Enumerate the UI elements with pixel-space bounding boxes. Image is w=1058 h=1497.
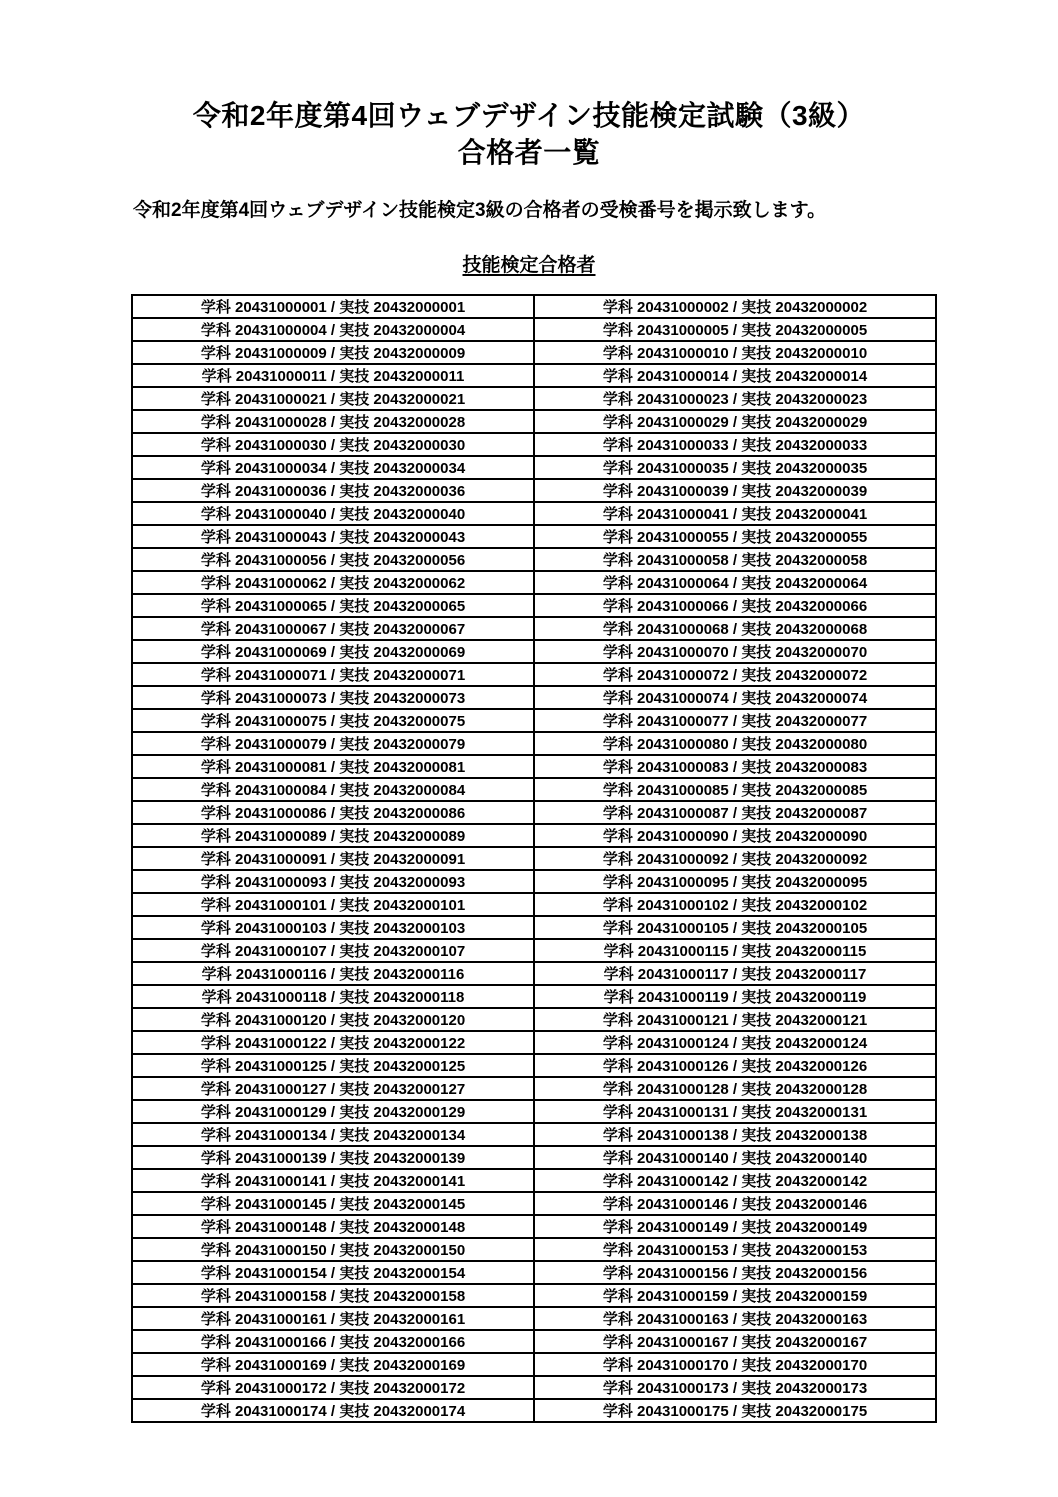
intro-text: 令和2年度第4回ウェブデザイン技能検定3級の合格者の受検番号を掲示致します。: [133, 200, 827, 221]
result-cell-left: 学科 20431000134 / 実技 20432000134: [132, 1123, 534, 1146]
result-cell-right: 学科 20431000117 / 実技 20432000117: [534, 962, 936, 985]
table-row: [132, 686, 936, 709]
result-cell-left: 学科 20431000062 / 実技 20432000062: [132, 571, 534, 594]
result-cell-left: 学科 20431000174 / 実技 20432000174: [132, 1399, 534, 1422]
table-row: [132, 456, 936, 479]
result-cell-right: 学科 20431000005 / 実技 20432000005: [534, 318, 936, 341]
result-cell-right: 学科 20431000102 / 実技 20432000102: [534, 893, 936, 916]
result-cell-right: 学科 20431000142 / 実技 20432000142: [534, 1169, 936, 1192]
result-cell-left: 学科 20431000040 / 実技 20432000040: [132, 502, 534, 525]
passers-table-wrapper: [131, 294, 1058, 1423]
result-cell-right: 学科 20431000173 / 実技 20432000173: [534, 1376, 936, 1399]
result-cell-left: 学科 20431000089 / 実技 20432000089: [132, 824, 534, 847]
table-row: [132, 617, 936, 640]
table-row: [132, 962, 936, 985]
table-row: [132, 1192, 936, 1215]
result-cell-right: 学科 20431000033 / 実技 20432000033: [534, 433, 936, 456]
result-cell-right: 学科 20431000090 / 実技 20432000090: [534, 824, 936, 847]
table-row: [132, 1261, 936, 1284]
result-cell-right: 学科 20431000119 / 実技 20432000119: [534, 985, 936, 1008]
result-cell-right: 学科 20431000014 / 実技 20432000014: [534, 364, 936, 387]
table-row: [132, 479, 936, 502]
result-cell-left: 学科 20431000065 / 実技 20432000065: [132, 594, 534, 617]
result-cell-right: 学科 20431000066 / 実技 20432000066: [534, 594, 936, 617]
table-row: [132, 640, 936, 663]
table-row: [132, 1054, 936, 1077]
result-cell-right: 学科 20431000068 / 実技 20432000068: [534, 617, 936, 640]
result-cell-right: 学科 20431000039 / 実技 20432000039: [534, 479, 936, 502]
result-cell-right: 学科 20431000105 / 実技 20432000105: [534, 916, 936, 939]
result-cell-right: 学科 20431000163 / 実技 20432000163: [534, 1307, 936, 1330]
result-cell-left: 学科 20431000107 / 実技 20432000107: [132, 939, 534, 962]
result-cell-left: 学科 20431000028 / 実技 20432000028: [132, 410, 534, 433]
table-row: [132, 732, 936, 755]
result-cell-right: 学科 20431000121 / 実技 20432000121: [534, 1008, 936, 1031]
result-cell-left: 学科 20431000122 / 実技 20432000122: [132, 1031, 534, 1054]
table-row: [132, 410, 936, 433]
result-cell-right: 学科 20431000149 / 実技 20432000149: [534, 1215, 936, 1238]
table-row: [132, 571, 936, 594]
table-row: [132, 1284, 936, 1307]
result-cell-right: 学科 20431000124 / 実技 20432000124: [534, 1031, 936, 1054]
table-row: [132, 548, 936, 571]
result-cell-right: 学科 20431000131 / 実技 20432000131: [534, 1100, 936, 1123]
result-cell-left: 学科 20431000091 / 実技 20432000091: [132, 847, 534, 870]
table-row: [132, 295, 936, 318]
result-cell-right: 学科 20431000035 / 実技 20432000035: [534, 456, 936, 479]
result-cell-left: 学科 20431000141 / 実技 20432000141: [132, 1169, 534, 1192]
table-row: [132, 1100, 936, 1123]
result-cell-left: 学科 20431000120 / 実技 20432000120: [132, 1008, 534, 1031]
section-heading: 技能検定合格者: [462, 255, 596, 276]
table-row: [132, 663, 936, 686]
result-cell-left: 学科 20431000069 / 実技 20432000069: [132, 640, 534, 663]
result-cell-left: 学科 20431000103 / 実技 20432000103: [132, 916, 534, 939]
result-cell-left: 学科 20431000125 / 実技 20432000125: [132, 1054, 534, 1077]
result-cell-left: 学科 20431000086 / 実技 20432000086: [132, 801, 534, 824]
result-cell-left: 学科 20431000073 / 実技 20432000073: [132, 686, 534, 709]
result-cell-left: 学科 20431000127 / 実技 20432000127: [132, 1077, 534, 1100]
result-cell-left: 学科 20431000071 / 実技 20432000071: [132, 663, 534, 686]
result-cell-left: 学科 20431000030 / 実技 20432000030: [132, 433, 534, 456]
table-row: [132, 1215, 936, 1238]
result-cell-right: 学科 20431000092 / 実技 20432000092: [534, 847, 936, 870]
result-cell-right: 学科 20431000115 / 実技 20432000115: [534, 939, 936, 962]
table-row: [132, 1330, 936, 1353]
table-row: [132, 502, 936, 525]
table-row: [132, 1307, 936, 1330]
passers-table: [131, 294, 937, 1423]
result-cell-right: 学科 20431000159 / 実技 20432000159: [534, 1284, 936, 1307]
result-cell-right: 学科 20431000058 / 実技 20432000058: [534, 548, 936, 571]
result-cell-right: 学科 20431000167 / 実技 20432000167: [534, 1330, 936, 1353]
result-cell-left: 学科 20431000101 / 実技 20432000101: [132, 893, 534, 916]
result-cell-left: 学科 20431000148 / 実技 20432000148: [132, 1215, 534, 1238]
table-row: [132, 1077, 936, 1100]
result-cell-right: 学科 20431000072 / 実技 20432000072: [534, 663, 936, 686]
result-cell-left: 学科 20431000166 / 実技 20432000166: [132, 1330, 534, 1353]
result-cell-left: 学科 20431000034 / 実技 20432000034: [132, 456, 534, 479]
result-cell-left: 学科 20431000036 / 実技 20432000036: [132, 479, 534, 502]
table-row: [132, 1399, 936, 1422]
result-cell-left: 学科 20431000075 / 実技 20432000075: [132, 709, 534, 732]
table-row: [132, 847, 936, 870]
result-cell-right: 学科 20431000010 / 実技 20432000010: [534, 341, 936, 364]
result-cell-right: 学科 20431000070 / 実技 20432000070: [534, 640, 936, 663]
result-cell-left: 学科 20431000043 / 実技 20432000043: [132, 525, 534, 548]
result-cell-left: 学科 20431000004 / 実技 20432000004: [132, 318, 534, 341]
result-cell-right: 学科 20431000041 / 実技 20432000041: [534, 502, 936, 525]
table-row: [132, 341, 936, 364]
table-row: [132, 709, 936, 732]
table-row: [132, 594, 936, 617]
result-cell-left: 学科 20431000172 / 実技 20432000172: [132, 1376, 534, 1399]
result-cell-right: 学科 20431000140 / 実技 20432000140: [534, 1146, 936, 1169]
result-cell-right: 学科 20431000126 / 実技 20432000126: [534, 1054, 936, 1077]
result-cell-right: 学科 20431000002 / 実技 20432000002: [534, 295, 936, 318]
result-cell-left: 学科 20431000129 / 実技 20432000129: [132, 1100, 534, 1123]
table-row: [132, 778, 936, 801]
result-cell-left: 学科 20431000093 / 実技 20432000093: [132, 870, 534, 893]
table-row: [132, 916, 936, 939]
result-cell-left: 学科 20431000139 / 実技 20432000139: [132, 1146, 534, 1169]
result-cell-left: 学科 20431000158 / 実技 20432000158: [132, 1284, 534, 1307]
result-cell-left: 学科 20431000001 / 実技 20432000001: [132, 295, 534, 318]
result-cell-right: 学科 20431000170 / 実技 20432000170: [534, 1353, 936, 1376]
result-cell-left: 学科 20431000084 / 実技 20432000084: [132, 778, 534, 801]
table-row: [132, 824, 936, 847]
result-cell-right: 学科 20431000128 / 実技 20432000128: [534, 1077, 936, 1100]
result-cell-left: 学科 20431000118 / 実技 20432000118: [132, 985, 534, 1008]
table-row: [132, 985, 936, 1008]
result-cell-right: 学科 20431000138 / 実技 20432000138: [534, 1123, 936, 1146]
result-cell-left: 学科 20431000067 / 実技 20432000067: [132, 617, 534, 640]
result-cell-right: 学科 20431000153 / 実技 20432000153: [534, 1238, 936, 1261]
table-row: [132, 893, 936, 916]
result-cell-left: 学科 20431000081 / 実技 20432000081: [132, 755, 534, 778]
table-row: [132, 1146, 936, 1169]
table-row: [132, 1123, 936, 1146]
result-cell-right: 学科 20431000085 / 実技 20432000085: [534, 778, 936, 801]
result-cell-right: 学科 20431000083 / 実技 20432000083: [534, 755, 936, 778]
table-row: [132, 433, 936, 456]
result-cell-left: 学科 20431000021 / 実技 20432000021: [132, 387, 534, 410]
result-cell-right: 学科 20431000080 / 実技 20432000080: [534, 732, 936, 755]
table-row: [132, 1031, 936, 1054]
table-row: [132, 755, 936, 778]
result-cell-right: 学科 20431000055 / 実技 20432000055: [534, 525, 936, 548]
result-cell-right: 学科 20431000029 / 実技 20432000029: [534, 410, 936, 433]
table-row: [132, 1353, 936, 1376]
table-row: [132, 1238, 936, 1261]
page-title-line2: 合格者一覧: [457, 137, 601, 168]
result-cell-right: 学科 20431000095 / 実技 20432000095: [534, 870, 936, 893]
result-cell-left: 学科 20431000145 / 実技 20432000145: [132, 1192, 534, 1215]
result-cell-left: 学科 20431000150 / 実技 20432000150: [132, 1238, 534, 1261]
result-cell-left: 学科 20431000169 / 実技 20432000169: [132, 1353, 534, 1376]
result-cell-right: 学科 20431000156 / 実技 20432000156: [534, 1261, 936, 1284]
result-cell-right: 学科 20431000077 / 実技 20432000077: [534, 709, 936, 732]
table-row: [132, 525, 936, 548]
result-cell-left: 学科 20431000056 / 実技 20432000056: [132, 548, 534, 571]
result-cell-left: 学科 20431000079 / 実技 20432000079: [132, 732, 534, 755]
table-row: [132, 1008, 936, 1031]
result-cell-left: 学科 20431000161 / 実技 20432000161: [132, 1307, 534, 1330]
passers-table-body: [132, 295, 936, 1422]
page-title: [0, 0, 1058, 171]
table-row: [132, 801, 936, 824]
result-cell-right: 学科 20431000146 / 実技 20432000146: [534, 1192, 936, 1215]
result-cell-left: 学科 20431000116 / 実技 20432000116: [132, 962, 534, 985]
result-cell-left: 学科 20431000154 / 実技 20432000154: [132, 1261, 534, 1284]
table-row: [132, 364, 936, 387]
table-row: [132, 870, 936, 893]
result-cell-left: 学科 20431000009 / 実技 20432000009: [132, 341, 534, 364]
page-title-line1: 令和2年度第4回ウェブデザイン技能検定試験（3級）: [192, 100, 866, 131]
table-row: [132, 1376, 936, 1399]
table-row: [132, 387, 936, 410]
result-cell-right: 学科 20431000023 / 実技 20432000023: [534, 387, 936, 410]
table-row: [132, 939, 936, 962]
result-cell-right: 学科 20431000087 / 実技 20432000087: [534, 801, 936, 824]
result-cell-right: 学科 20431000074 / 実技 20432000074: [534, 686, 936, 709]
result-cell-left: 学科 20431000011 / 実技 20432000011: [132, 364, 534, 387]
result-cell-right: 学科 20431000064 / 実技 20432000064: [534, 571, 936, 594]
table-row: [132, 318, 936, 341]
table-row: [132, 1169, 936, 1192]
result-cell-right: 学科 20431000175 / 実技 20432000175: [534, 1399, 936, 1422]
